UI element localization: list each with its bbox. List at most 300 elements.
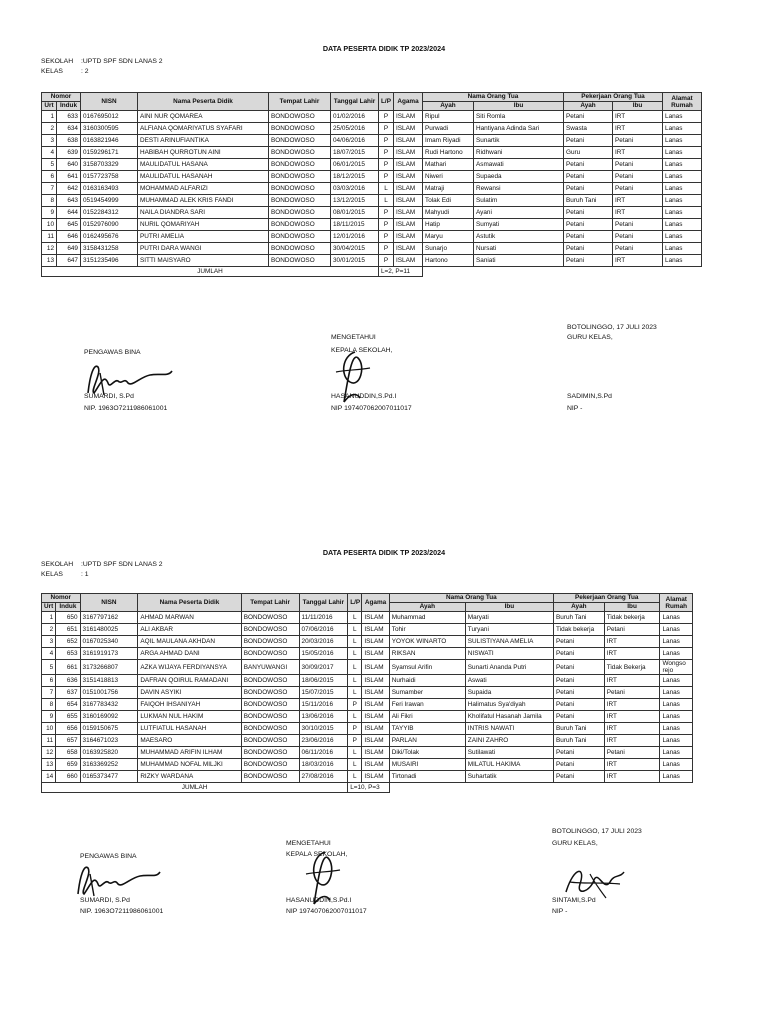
doc1-header-nisn: NISN [81,93,138,111]
cell-alamat: Lanas [663,123,702,135]
cell-tanggal-lahir: 01/02/2016 [331,111,379,123]
cell-kerja-ibu: IRT [604,735,660,747]
cell-induk: 646 [57,231,81,243]
table-row [42,648,693,660]
doc1-guru-label: GURU KELAS, [567,334,613,341]
doc2-school-info [41,560,163,580]
cell-alamat: Lanas [660,735,693,747]
cell-nisn: 0519454999 [81,195,138,207]
cell-tanggal-lahir: 30/10/2015 [299,723,348,735]
cell-induk: 650 [56,612,80,624]
cell-ayah: PARLAN [389,735,465,747]
cell-ibu: Hantiyana Adinda Sari [474,123,564,135]
cell-induk: 653 [56,648,80,660]
cell-tempat-lahir: BONDOWOSO [241,759,299,771]
cell-ayah: TAYYIB [389,723,465,735]
cell-urt: 3 [42,135,57,147]
cell-tanggal-lahir: 18/03/2016 [299,759,348,771]
cell-kerja-ibu: IRT [604,771,660,783]
cell-kerja-ayah: Petani [554,660,605,675]
cell-induk: 634 [57,123,81,135]
cell-lp: L [348,759,362,771]
cell-alamat: Wongso rejo [660,660,693,675]
doc1-pengawas-label: PENGAWAS BINA [84,349,141,356]
doc1-header-tempat: Tempat Lahir [269,93,331,111]
cell-alamat: Lanas [660,699,693,711]
cell-urt: 10 [42,219,57,231]
cell-agama: ISLAM [362,699,389,711]
cell-kerja-ayah: Petani [554,759,605,771]
table-row [42,147,702,159]
cell-tempat-lahir: BONDOWOSO [269,255,331,267]
cell-ibu: Nursati [474,243,564,255]
cell-alamat: Lanas [660,723,693,735]
cell-kerja-ayah: Buruh Tani [554,612,605,624]
cell-ayah: Purwadi [423,123,474,135]
cell-agama: ISLAM [394,195,423,207]
cell-kerja-ibu: IRT [613,195,663,207]
cell-nisn: 0159296171 [81,147,138,159]
cell-tanggal-lahir: 04/06/2016 [331,135,379,147]
cell-nisn: 3151418813 [80,675,138,687]
cell-ayah: Mathari [423,159,474,171]
cell-induk: 633 [57,111,81,123]
doc1-sekolah-value: :UPTD SPF SDN LANAS 2 [81,58,163,65]
cell-agama: ISLAM [362,660,389,675]
table-row [42,624,693,636]
cell-ibu: Sulatim [474,195,564,207]
table-row [42,219,702,231]
cell-urt: 4 [42,147,57,159]
doc1-header-kerja-ayah: Ayah [564,102,613,111]
cell-urt: 9 [42,207,57,219]
cell-kerja-ayah: Petani [564,255,613,267]
cell-nama: DAFRAN QOIRUL RAMADANI [138,675,241,687]
cell-kerja-ibu: IRT [604,711,660,723]
pengawas-signature-2 [72,858,162,900]
cell-nisn: 0163163493 [81,183,138,195]
cell-agama: ISLAM [394,183,423,195]
cell-kerja-ayah: Petani [564,243,613,255]
cell-kerja-ayah: Petani [564,159,613,171]
cell-alamat: Lanas [663,159,702,171]
cell-kerja-ayah: Petani [554,771,605,783]
cell-alamat: Lanas [660,687,693,699]
cell-kerja-ibu: Petani [613,183,663,195]
doc2-guru-label: GURU KELAS, [552,840,598,847]
cell-urt: 5 [42,159,57,171]
cell-agama: ISLAM [394,159,423,171]
cell-tempat-lahir: BONDOWOSO [241,624,299,636]
cell-ibu: Sutilawati [465,747,553,759]
cell-alamat: Lanas [663,243,702,255]
cell-ayah: Hartono [423,255,474,267]
cell-tanggal-lahir: 18/11/2015 [331,219,379,231]
cell-tanggal-lahir: 25/05/2016 [331,123,379,135]
doc2-pengawas-nip: NIP. 1963O7211986061001 [80,908,164,915]
cell-kerja-ibu: Petani [604,747,660,759]
cell-urt: 5 [42,660,56,675]
cell-nisn: 0165373477 [80,771,138,783]
table-row [42,711,693,723]
doc1-kepsek-label: KEPALA SEKOLAH, [331,347,393,354]
cell-induk: 643 [57,195,81,207]
table-row [42,207,702,219]
cell-lp: L [348,771,362,783]
cell-lp: L [379,195,394,207]
cell-nama: RIZKY WARDANA [138,771,241,783]
cell-kerja-ayah: Petani [554,699,605,711]
doc2-header-induk: Induk [56,603,80,612]
doc2-header-ibu: Ibu [465,603,553,612]
cell-urt: 11 [42,231,57,243]
cell-nisn: 3161919173 [80,648,138,660]
cell-tempat-lahir: BONDOWOSO [241,723,299,735]
doc1-title: DATA PESERTA DIDIK TP 2023/2024 [322,44,446,53]
cell-agama: ISLAM [362,687,389,699]
cell-alamat: Lanas [663,171,702,183]
cell-alamat: Lanas [660,759,693,771]
cell-nama: LUKMAN NUL HAKIM [138,711,241,723]
cell-ibu: Siti Romla [474,111,564,123]
doc1-jumlah-label: JUMLAH [42,267,379,277]
cell-kerja-ayah: Petani [564,183,613,195]
cell-kerja-ibu: IRT [613,111,663,123]
doc2-header-kerja-ibu: Ibu [604,603,660,612]
doc1-header-alamat: Alamat Rumah [663,93,702,111]
cell-ayah: MUSAIRI [389,759,465,771]
cell-lp: P [379,159,394,171]
cell-nama: ALI AKBAR [138,624,241,636]
cell-agama: ISLAM [394,243,423,255]
cell-nisn: 0162495676 [81,231,138,243]
cell-nama: PUTRI DARA WANGI [138,243,269,255]
cell-induk: 652 [56,636,80,648]
cell-ayah: Feri Irawan [389,699,465,711]
cell-ayah: Tohir [389,624,465,636]
cell-kerja-ayah: Petani [564,219,613,231]
cell-ibu: SULISTIYANA AMELIA [465,636,553,648]
cell-alamat: Lanas [663,255,702,267]
cell-urt: 8 [42,699,56,711]
cell-lp: L [348,624,362,636]
cell-tempat-lahir: BONDOWOSO [269,111,331,123]
cell-lp: L [348,747,362,759]
cell-tempat-lahir: BONDOWOSO [241,675,299,687]
cell-induk: 638 [57,135,81,147]
cell-nama: MAESARO [138,735,241,747]
table-row [42,636,693,648]
cell-agama: ISLAM [394,207,423,219]
cell-urt: 6 [42,171,57,183]
cell-tanggal-lahir: 20/03/2016 [299,636,348,648]
doc1-kelas-value: : 2 [81,68,89,75]
doc1-student-table [41,92,702,277]
cell-kerja-ayah: Petani [564,111,613,123]
cell-induk: 661 [56,660,80,675]
cell-nisn: 3151235496 [81,255,138,267]
cell-tanggal-lahir: 03/03/2016 [331,183,379,195]
cell-ibu: NISWATI [465,648,553,660]
cell-kerja-ayah: Petani [554,636,605,648]
cell-agama: ISLAM [394,147,423,159]
cell-alamat: Lanas [663,219,702,231]
cell-kerja-ibu: IRT [613,207,663,219]
cell-agama: ISLAM [362,675,389,687]
cell-agama: ISLAM [362,759,389,771]
cell-tanggal-lahir: 15/11/2016 [299,699,348,711]
cell-ibu: Kholifatul Hasanah Jamila [465,711,553,723]
doc1-mengetahui: MENGETAHUI [331,334,376,341]
table-row [42,723,693,735]
cell-alamat: Lanas [660,771,693,783]
cell-nisn: 0157723758 [81,171,138,183]
cell-ayah: Niweri [423,171,474,183]
cell-lp: L [348,711,362,723]
cell-urt: 4 [42,648,56,660]
cell-lp: P [379,171,394,183]
cell-alamat: Lanas [660,675,693,687]
cell-ibu: Saniati [474,255,564,267]
cell-alamat: Lanas [660,612,693,624]
cell-ayah: Tolak Edi [423,195,474,207]
cell-kerja-ayah: Petani [564,171,613,183]
cell-lp: P [379,147,394,159]
cell-kerja-ayah: Swasta [564,123,613,135]
cell-tanggal-lahir: 30/09/2017 [299,660,348,675]
doc2-header-alamat: Alamat Rumah [660,594,693,612]
cell-tanggal-lahir: 23/06/2016 [299,735,348,747]
cell-lp: L [379,183,394,195]
cell-alamat: Lanas [660,636,693,648]
cell-tempat-lahir: BONDOWOSO [241,711,299,723]
cell-induk: 642 [57,183,81,195]
cell-alamat: Lanas [660,711,693,723]
cell-ayah: Rudi Hartono [423,147,474,159]
doc2-header-pekerjaan: Pekerjaan Orang Tua [554,594,660,603]
cell-nisn: 0167025340 [80,636,138,648]
cell-urt: 7 [42,183,57,195]
cell-tempat-lahir: BONDOWOSO [269,147,331,159]
cell-ibu: Maryati [465,612,553,624]
cell-nama: ALFIANA QOMARIYATUS SYAFARI [138,123,269,135]
cell-induk: 651 [56,624,80,636]
cell-ibu: Ridhwani [474,147,564,159]
cell-agama: ISLAM [362,747,389,759]
cell-kerja-ayah: Petani [554,648,605,660]
cell-ibu: Sunarti Ananda Putri [465,660,553,675]
table-row [42,111,702,123]
table-row [42,771,693,783]
cell-kerja-ibu: IRT [604,636,660,648]
cell-tempat-lahir: BONDOWOSO [241,735,299,747]
cell-ayah: Muhammad [389,612,465,624]
cell-kerja-ayah: Petani [554,675,605,687]
cell-tempat-lahir: BONDOWOSO [269,171,331,183]
cell-ayah: Hatip [423,219,474,231]
cell-nama: DESTI ARINUFIANTIKA [138,135,269,147]
cell-agama: ISLAM [394,135,423,147]
cell-tempat-lahir: BONDOWOSO [241,771,299,783]
table-row [42,699,693,711]
cell-tempat-lahir: BONDOWOSO [241,747,299,759]
cell-urt: 11 [42,735,56,747]
cell-kerja-ayah: Tidak bekerja [554,624,605,636]
cell-urt: 10 [42,723,56,735]
cell-lp: L [348,612,362,624]
doc1-kelas-label: KELAS [41,68,63,75]
doc2-header-tanggal: Tanggal Lahir [299,594,348,612]
cell-agama: ISLAM [394,231,423,243]
cell-ayah: Sunarjo [423,243,474,255]
cell-ibu: Turyani [465,624,553,636]
cell-tanggal-lahir: 12/01/2016 [331,231,379,243]
cell-nama: AZKA WIJAYA FERDIYANSYA [138,660,241,675]
doc1-sekolah-label: SEKOLAH [41,58,74,65]
doc1-pengawas-nip: NIP. 1963O7211986061001 [84,405,168,412]
doc2-header-ayah: Ayah [389,603,465,612]
cell-ayah: Diki/Tolak [389,747,465,759]
cell-ayah: Tirtonadi [389,771,465,783]
cell-nisn: 0152976090 [81,219,138,231]
table-row [42,675,693,687]
cell-nisn: 3160169092 [80,711,138,723]
cell-agama: ISLAM [394,255,423,267]
table-row [42,243,702,255]
cell-tanggal-lahir: 18/06/2015 [299,675,348,687]
doc2-sekolah-label: SEKOLAH [41,561,74,568]
cell-nisn: 0163821946 [81,135,138,147]
cell-nama: MUHAMMAD ALEK KRIS FANDI [138,195,269,207]
cell-agama: ISLAM [394,171,423,183]
cell-ibu: Halimatus Sya'diyah [465,699,553,711]
cell-tanggal-lahir: 13/12/2015 [331,195,379,207]
doc1-guru-name: SADIMIN,S.Pd [567,393,612,400]
cell-agama: ISLAM [362,636,389,648]
cell-ibu: Sumyati [474,219,564,231]
cell-nisn: 0159150675 [80,723,138,735]
cell-kerja-ibu: IRT [604,723,660,735]
cell-nisn: 3161480025 [80,624,138,636]
cell-nama: AQIL MAULANA AKHDAN [138,636,241,648]
doc1-guru-nip: NIP - [567,405,583,412]
cell-tempat-lahir: BANYUWANGI [241,660,299,675]
cell-nisn: 3158431258 [81,243,138,255]
cell-tanggal-lahir: 18/07/2015 [331,147,379,159]
cell-kerja-ibu: Petani [613,219,663,231]
cell-agama: ISLAM [362,711,389,723]
doc2-header-kerja-ayah: Ayah [554,603,605,612]
table-row [42,660,693,675]
doc2-header-nama: Nama Peserta Didik [138,594,241,612]
cell-ibu: MILATUL HAKIMA [465,759,553,771]
cell-induk: 658 [56,747,80,759]
cell-kerja-ibu: IRT [613,123,663,135]
cell-alamat: Lanas [660,747,693,759]
cell-urt: 3 [42,636,56,648]
cell-agama: ISLAM [362,723,389,735]
doc1-header-urt: Urt [42,102,57,111]
cell-lp: P [348,699,362,711]
doc1-header-tanggal: Tanggal Lahir [331,93,379,111]
cell-kerja-ibu: IRT [613,255,663,267]
cell-tempat-lahir: BONDOWOSO [269,243,331,255]
cell-nama: MUHAMMAD NOFAL MILJKI [138,759,241,771]
doc1-header-kerja-ibu: Ibu [613,102,663,111]
cell-tanggal-lahir: 15/05/2016 [299,648,348,660]
doc2-student-table [41,593,693,793]
cell-agama: ISLAM [362,648,389,660]
cell-agama: ISLAM [362,624,389,636]
table-row [42,123,702,135]
cell-nisn: 3173266807 [80,660,138,675]
doc2-kepsek-label: KEPALA SEKOLAH, [286,851,348,858]
cell-induk: 644 [57,207,81,219]
cell-nama: ARGA AHMAD DANI [138,648,241,660]
cell-lp: L [348,675,362,687]
cell-alamat: Lanas [663,135,702,147]
cell-ayah: Maryu [423,231,474,243]
doc2-place-date: BOTOLINGGO, 17 JULI 2023 [552,828,642,835]
cell-tempat-lahir: BONDOWOSO [241,648,299,660]
cell-induk: 660 [56,771,80,783]
cell-kerja-ibu: Tidak Bekerja [604,660,660,675]
cell-nisn: 3158703329 [81,159,138,171]
cell-kerja-ibu: Tidak bekerja [604,612,660,624]
cell-nisn: 0151001756 [80,687,138,699]
cell-nisn: 3167783432 [80,699,138,711]
cell-urt: 14 [42,771,56,783]
cell-induk: 649 [57,243,81,255]
cell-lp: P [348,723,362,735]
cell-tempat-lahir: BONDOWOSO [241,636,299,648]
cell-kerja-ayah: Petani [564,207,613,219]
cell-ayah: Syamsul Arifin [389,660,465,675]
cell-nama: MAULIDATUL HASANA [138,159,269,171]
doc1-header-agama: Agama [394,93,423,111]
cell-ayah: YOYOK WINARTO [389,636,465,648]
doc2-kelas-label: KELAS [41,571,63,578]
cell-urt: 6 [42,675,56,687]
cell-lp: P [379,255,394,267]
doc1-school-info [41,57,163,77]
cell-tempat-lahir: BONDOWOSO [241,612,299,624]
cell-alamat: Lanas [663,183,702,195]
doc1-pengawas-name: SUMARDI, S.Pd [84,393,134,400]
doc1-place-date: BOTOLINGGO, 17 JULI 2023 [567,324,657,331]
doc2-guru-nip: NIP - [552,908,568,915]
cell-kerja-ayah: Petani [554,687,605,699]
cell-nama: PUTRI AMELIA [138,231,269,243]
cell-kerja-ayah: Petani [554,711,605,723]
cell-lp: P [379,231,394,243]
doc1-header-nama: Nama Peserta Didik [138,93,269,111]
cell-tempat-lahir: BONDOWOSO [269,135,331,147]
cell-alamat: Lanas [663,231,702,243]
table-row [42,255,702,267]
cell-tempat-lahir: BONDOWOSO [241,699,299,711]
cell-urt: 13 [42,759,56,771]
cell-induk: 637 [56,687,80,699]
cell-tanggal-lahir: 06/11/2016 [299,747,348,759]
cell-tempat-lahir: BONDOWOSO [269,219,331,231]
doc2-header-urt: Urt [42,603,56,612]
doc1-header-lp: L/P [379,93,394,111]
cell-induk: 656 [56,723,80,735]
cell-urt: 12 [42,243,57,255]
cell-ayah: Imam Riyadi [423,135,474,147]
cell-kerja-ibu: Petani [604,687,660,699]
